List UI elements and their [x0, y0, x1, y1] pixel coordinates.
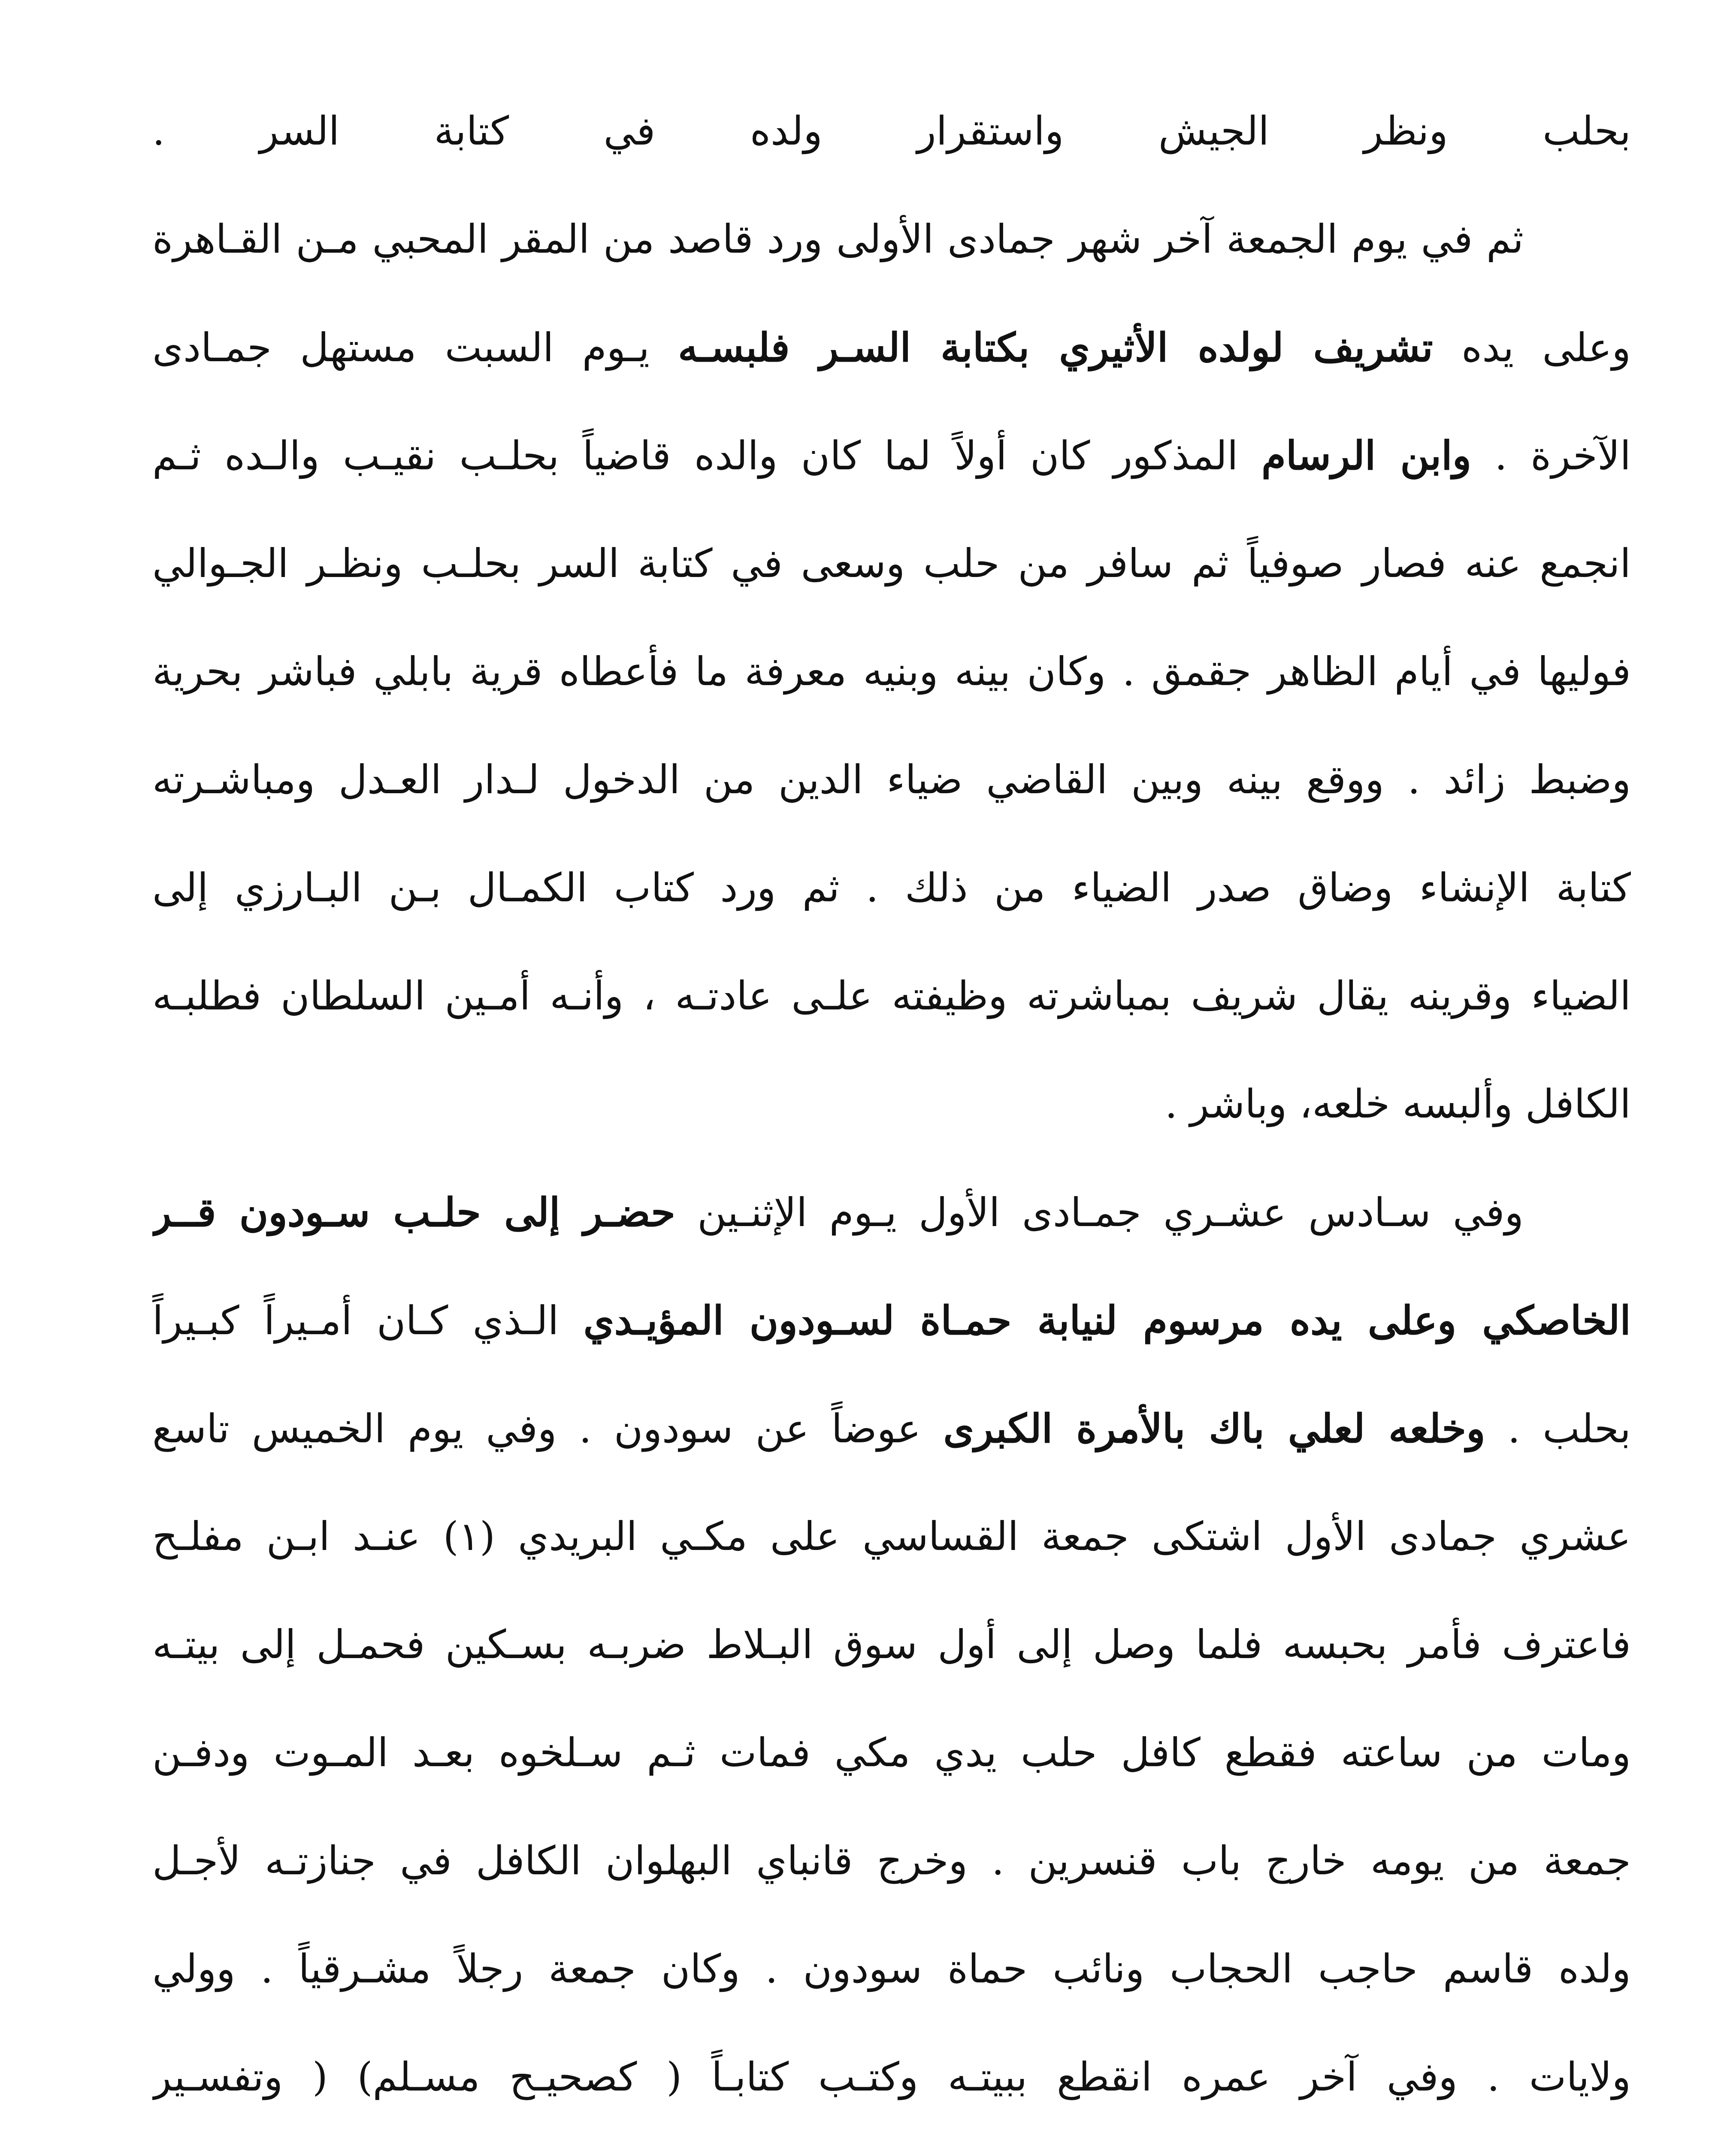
- text-line: [152, 2131, 1631, 2145]
- text-line: [152, 293, 1631, 402]
- line-segment: بحلب .: [1485, 1406, 1631, 1452]
- text-line: [152, 402, 1631, 510]
- text-line: فاعترف فأمر بحبسه فلما وصل إلى أول سوق البـلاط ضربـه بسـكين فحمـل إلى بيتـه: [152, 1622, 1631, 1668]
- text-line: عشري جمادى الأول اشتكى جمعة القساسي على مكـي البريدي (١) عنـد ابـن مفلـح: [152, 1514, 1631, 1559]
- text-line: [152, 1375, 1631, 1483]
- line-segment: عوضاً عن سودون . وفي يوم الخميس تاسع: [152, 1406, 944, 1452]
- bold-phrase: وخلعه لعلي باك بالأمرة الكبرى: [943, 1405, 1485, 1452]
- bold-phrase: تشريف لولده الأثيري بكتابة السـر فلبسـه: [678, 324, 1433, 371]
- line-segment: الـذي كـان أمـيراً كبـيراً: [152, 1298, 584, 1344]
- text-line: ولده قاسم حاجب الحجاب ونائب حماة سودون . وكان جمعة رجلاً مشـرقياً . وولي: [152, 1946, 1631, 1992]
- bold-phrase: حضـر إلى حلـب سـودون قــر: [152, 1189, 675, 1236]
- text-line: فوليها في أيام الظاهر جقمق . وكان بينه وبنيه معرفة ما فأعطاه قرية بابلي فباشر بحرية: [152, 649, 1631, 695]
- line-segment: وفي سـادس عشـري جمـادى الأول يـوم الإثنـين: [675, 1190, 1524, 1236]
- line-segment: المذكور كان أولاً لما كان والده قاضياً بحلـب نقيـب والـده ثـم: [152, 433, 1261, 479]
- body-text: [152, 77, 1631, 2145]
- bold-phrase: وابن الرسام: [1261, 432, 1472, 479]
- line-segment: وعلى يده: [1433, 325, 1631, 371]
- bold-phrase: الخاصكي وعلى يده مرسوم لنيابة حمـاة لسـودون المؤيـدي: [583, 1297, 1631, 1344]
- text-line: وضبط زائد . ووقع بينه وبين القاضي ضياء الدين من الدخول لـدار العـدل ومباشـرته: [152, 757, 1631, 803]
- text-line: [152, 1158, 1631, 1266]
- text-line: انجمع عنه فصار صوفياً ثم سافر من حلب وسعى في كتابة السر بحلـب ونظـر الجـوالي: [152, 541, 1631, 586]
- text-line: بحلب ونظر الجيش واستقرار ولده في كتابة السر .: [152, 108, 1631, 154]
- text-line: ثم في يوم الجمعة آخر شهر جمادى الأولى ورد قاصد من المقر المحبي مـن القـاهرة: [152, 216, 1524, 262]
- text-line: الكافل وألبسه خلعه، وباشر .: [1164, 1081, 1631, 1127]
- line-segment: يـوم السبت مستهل جمـادى: [152, 325, 678, 371]
- text-line: كتابة الإنشاء وضاق صدر الضياء من ذلك . ثم ورد كتاب الكمـال بـن البـارزي إلى: [152, 865, 1631, 911]
- line-segment: الآخرة .: [1471, 433, 1631, 479]
- text-line: ولايات . وفي آخر عمره انقطع ببيتـه وكتـب كتابـاً ( كصحيـح مسـلم) ( وتفسـير: [152, 2054, 1631, 2100]
- text-line: [152, 1266, 1631, 1375]
- text-line: الضياء وقرينه يقال شريف بمباشرته وظيفته علـى عادتـه ، وأنـه أمـين السلطان فطلبـه: [152, 973, 1631, 1019]
- text-line: جمعة من يومه خارج باب قنسرين . وخرج قانباي البهلوان الكافل في جنازتـه لأجـل: [152, 1838, 1631, 1884]
- text-line: ومات من ساعته فقطع كافل حلب يدي مكي فمات ثـم سـلخوه بعـد المـوت ودفـن: [152, 1730, 1631, 1776]
